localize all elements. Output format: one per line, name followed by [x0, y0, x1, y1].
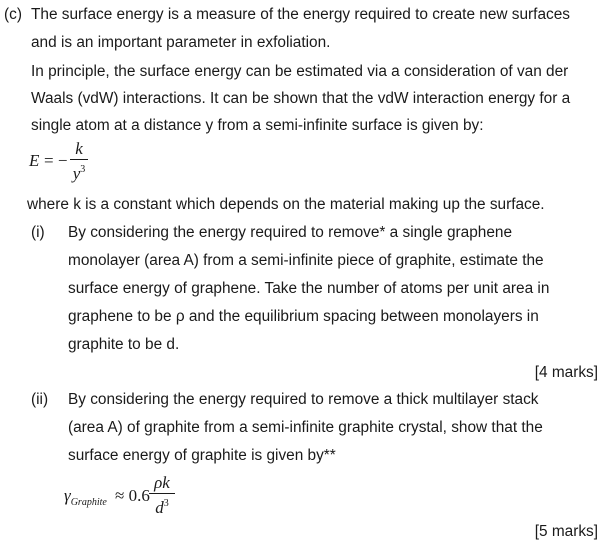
part-i-label: (i): [31, 224, 45, 241]
part-c-line-3: In principle, the surface energy can be estimated via a consideration of van der: [31, 63, 569, 80]
equation-1-lhs: E: [29, 151, 40, 170]
part-i-line-4: graphene to be ρ and the equilibrium spacing between monolayers in: [68, 308, 539, 325]
equation-1-relation: = −: [44, 151, 68, 170]
part-i-marks: [4 marks]: [534, 364, 598, 381]
part-ii-line-1: By considering the energy required to remove a thick multilayer stack: [68, 391, 539, 408]
part-i-line-3: surface energy of graphene. Take the number of atoms per unit area in: [68, 280, 550, 297]
part-ii-label: (ii): [31, 391, 49, 408]
part-c-line-4: Waals (vdW) interactions. It can be shown that the vdW interaction energy for a: [31, 90, 571, 107]
equation-2-fraction: [149, 474, 175, 517]
part-ii-line-3: surface energy of graphite is given by**: [68, 447, 336, 464]
part-c-line-2: and is an important parameter in exfoliation.: [31, 34, 331, 51]
part-i-line-2: monolayer (area A) from a semi-infinite piece of graphite, estimate the: [68, 252, 544, 269]
equation-2-denominator: $d^3$: [155, 498, 169, 517]
part-c-line-6: where k is a constant which depends on the material making up the surface.: [27, 196, 545, 213]
equation-1-denominator: $y^3$: [72, 164, 86, 183]
part-ii-marks: [5 marks]: [534, 523, 598, 540]
equation-2-relation: ≈ 0.6: [115, 486, 150, 505]
part-i-line-5: graphite to be d.: [68, 336, 180, 353]
equation-2-symbol: $\gamma_{Graphite}$: [64, 486, 107, 508]
part-i-line-1: By considering the energy required to remove* a single graphene: [68, 224, 513, 241]
equation-2-numerator: ρk: [154, 473, 170, 492]
part-c-line-5: single atom at a distance y from a semi-infinite surface is given by:: [31, 117, 484, 134]
equation-1-fraction: [70, 140, 88, 183]
part-c-line-1: The surface energy is a measure of the energy required to create new surfaces: [31, 6, 570, 23]
equation-1-numerator: k: [75, 139, 83, 158]
part-c-label: (c): [4, 6, 22, 23]
part-ii-line-2: (area A) of graphite from a semi-infinite graphite crystal, show that the: [68, 419, 543, 436]
